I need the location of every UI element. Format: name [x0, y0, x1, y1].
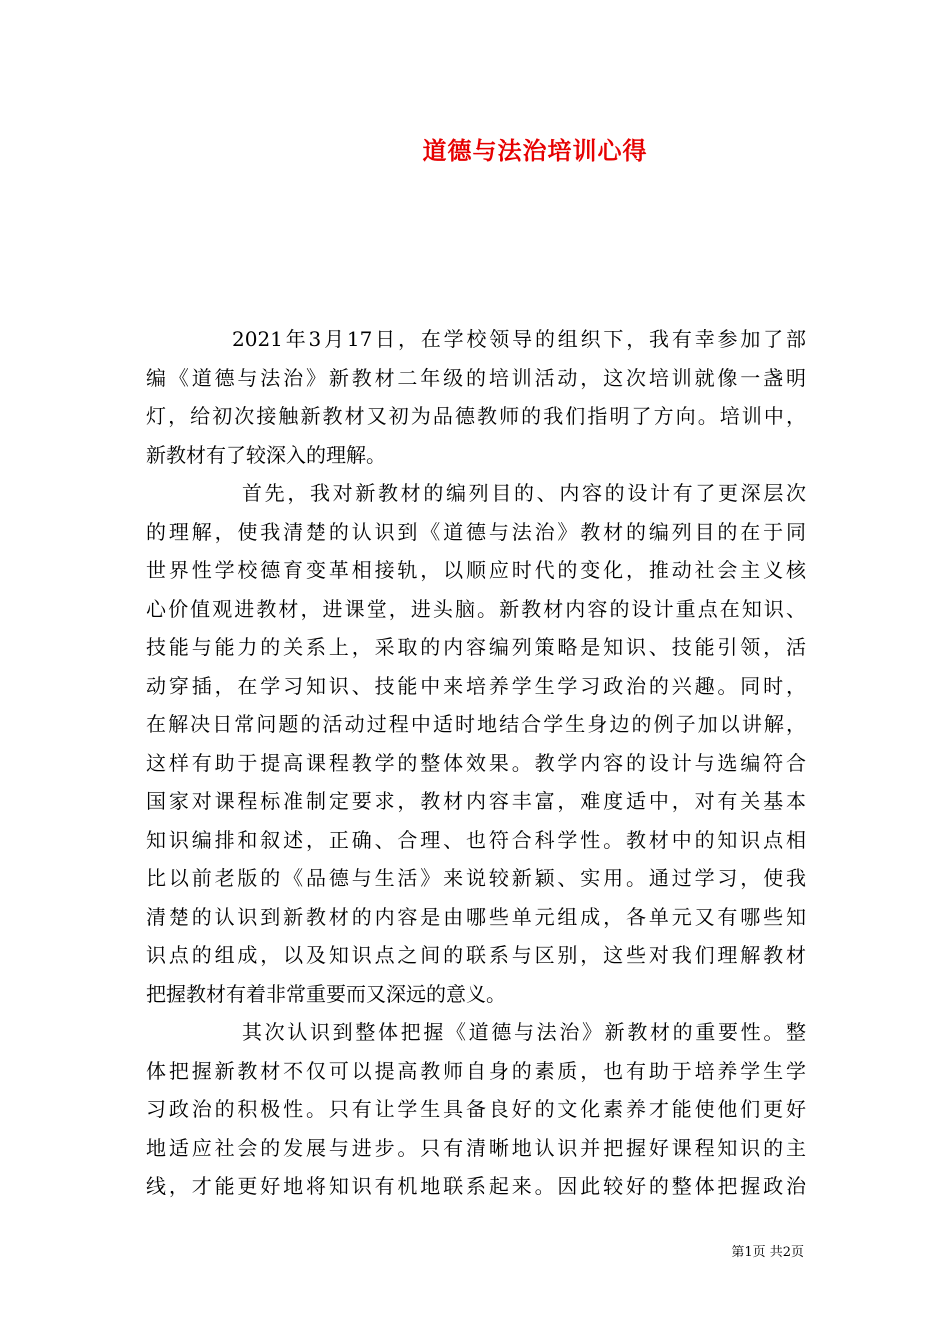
paragraph-2-line-10: 知识编排和叙述，正确、合理、也符合科学性。教材中的知识点相: [146, 827, 806, 852]
page-number-footer: 第1页 共2页: [731, 1245, 804, 1260]
paragraph-2-line-8: 这样有助于提高课程教学的整体效果。教学内容的设计与选编符合: [146, 750, 806, 775]
paragraph-2-line-7: 在解决日常问题的活动过程中适时地结合学生身边的例子加以讲解，: [146, 712, 806, 736]
paragraph-1-line-2: 编《道德与法治》新教材二年级的培训活动，这次培训就像一盏明: [146, 365, 806, 390]
paragraph-3-line-2: 体把握新教材不仅可以提高教师自身的素质，也有助于培养学生学: [146, 1058, 806, 1083]
paragraph-1-line-1: 2021年3月17日，在学校领导的组织下，我有幸参加了部: [232, 327, 806, 351]
paragraph-2-line-1: 首先，我对新教材的编列目的、内容的设计有了更深层次: [242, 481, 806, 505]
paragraph-1-line-3: 灯，给初次接触新教材又初为品德教师的我们指明了方向。培训中，: [146, 404, 806, 428]
paragraph-3-line-1: 其次认识到整体把握《道德与法治》新教材的重要性。整: [242, 1020, 806, 1044]
paragraph-3-line-5: 线，才能更好地将知识有机地联系起来。因此较好的整体把握政治: [146, 1174, 806, 1198]
paragraph-1-line-4: 新教材有了较深入的理解。: [146, 442, 386, 467]
document-title: 道德与法治培训心得: [422, 136, 648, 165]
document-body: [146, 320, 806, 1206]
paragraph-2-line-12: 清楚的认识到新教材的内容是由哪些单元组成，各单元又有哪些知: [146, 904, 806, 929]
paragraph-2-line-2: 的理解，使我清楚的认识到《道德与法治》教材的编列目的在于同: [146, 519, 806, 544]
paragraph-2-line-5: 技能与能力的关系上，采取的内容编列策略是知识、技能引领，活: [146, 635, 806, 659]
paragraph-2-line-11: 比以前老版的《品德与生活》来说较新颖、实用。通过学习，使我: [146, 866, 806, 890]
paragraph-2-line-3: 世界性学校德育变革相接轨，以顺应时代的变化，推动社会主义核: [146, 558, 806, 582]
paragraph-3-line-4: 地适应社会的发展与进步。只有清晰地认识并把握好课程知识的主: [146, 1135, 806, 1160]
paragraph-2-line-6: 动穿插，在学习知识、技能中来培养学生学习政治的兴趣。同时，: [146, 673, 806, 698]
paragraph-2-line-4: 心价值观进教材，进课堂，进头脑。新教材内容的设计重点在知识、: [146, 596, 806, 621]
paragraph-3-line-3: 习政治的积极性。只有让学生具备良好的文化素养才能使他们更好: [146, 1097, 806, 1121]
paragraph-2-line-14: 把握教材有着非常重要而又深远的意义。: [146, 981, 506, 1006]
paragraph-2-line-13: 识点的组成，以及知识点之间的联系与区别，这些对我们理解教材: [146, 943, 806, 967]
paragraph-2-line-9: 国家对课程标准制定要求，教材内容丰富，难度适中，对有关基本: [146, 789, 806, 813]
